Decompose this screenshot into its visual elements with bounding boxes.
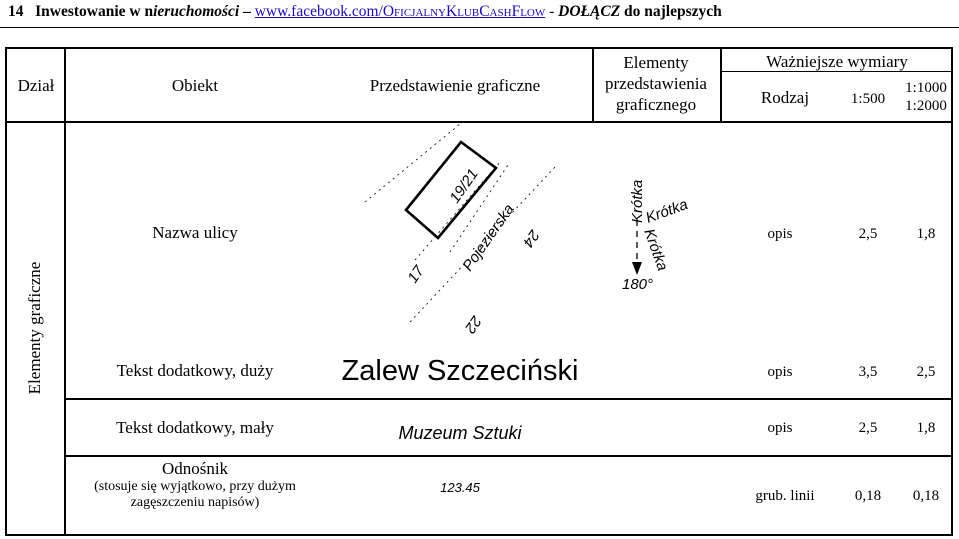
column-header-rodzaj: Rodzaj — [760, 88, 810, 107]
house-number-22: 22 — [461, 312, 485, 337]
street-name-label: Pojezierska — [459, 201, 518, 275]
row-name-nazwa-ulicy: Nazwa ulicy — [152, 223, 238, 242]
facebook-link[interactable]: www.facebook.com/OFICJALNYKLUBCASHFLOW — [254, 3, 546, 20]
grid-line — [64, 455, 953, 457]
row-rodzaj: opis — [767, 364, 793, 380]
column-header-elementy: Elementy przedstawienia graficznego — [605, 53, 707, 114]
grid-line — [64, 47, 66, 536]
house-number-17: 17 — [404, 262, 428, 287]
page-number: 14 — [8, 3, 24, 20]
row-value-1000: 1,8 — [916, 226, 936, 242]
header-separator: - — [545, 3, 559, 20]
sample-reference-number: 123.45 — [440, 480, 480, 495]
street-map-drawing — [340, 122, 600, 352]
row-value-500: 0,18 — [854, 488, 882, 504]
krotka-vertical-label: Krótka — [629, 179, 646, 223]
column-header-scale-1000: 1:1000 1:2000 — [905, 80, 947, 114]
section-label-vertical: Elementy graficzne — [25, 261, 44, 395]
sample-small-text: Muzeum Sztuki — [398, 423, 522, 443]
building-number-label: 19/21 — [446, 165, 482, 207]
row-rodzaj: grub. linii — [755, 488, 815, 504]
row-rodzaj: opis — [767, 226, 793, 242]
column-header-przedstawienie: Przedstawienie graficzne — [369, 76, 541, 95]
cta-suffix: do najlepszych — [620, 3, 722, 20]
row-value-1000: 1,8 — [916, 420, 936, 436]
street-edge-line — [365, 124, 460, 202]
title-dash: – — [243, 3, 251, 20]
page-header — [8, 3, 722, 21]
row-name-tekst-maly: Tekst dodatkowy, mały — [116, 418, 274, 437]
column-header-scale-500: 1:500 — [850, 91, 886, 107]
house-number-24: 24 — [519, 226, 543, 251]
orientation-sample-drawing — [600, 165, 720, 305]
krotka-diagonal-label: Krótka — [640, 226, 672, 274]
angle-label: 180° — [622, 276, 654, 293]
header-rule — [0, 27, 959, 28]
row-name-tekst-duzy: Tekst dodatkowy, duży — [116, 361, 274, 380]
row-name-odnosnik: Odnośnik (stosuje się wyjątkowo, przy dużym zagęszczeniu napisów) — [94, 459, 296, 510]
row-value-1000: 0,18 — [912, 488, 940, 504]
title-italic: ieruchomości — [153, 3, 240, 20]
column-header-obiekt: Obiekt — [171, 76, 219, 95]
krotka-right-label: Krótka — [643, 195, 691, 227]
row-value-500: 2,5 — [858, 226, 878, 242]
row-value-500: 2,5 — [858, 420, 878, 436]
row-value-1000: 2,5 — [916, 364, 936, 380]
grid-line — [64, 398, 953, 400]
title-prefix: Inwestowanie w n — [35, 3, 154, 20]
direction-arrow-icon — [632, 262, 642, 275]
row-value-500: 3,5 — [858, 364, 878, 380]
sample-large-text: Zalew Szczeciński — [341, 355, 579, 387]
row-rodzaj: opis — [767, 420, 793, 436]
column-header-dzial: Dział — [17, 76, 55, 95]
cta-text: DOŁĄCZ — [558, 3, 621, 20]
column-header-wymiary: Ważniejsze wymiary — [766, 52, 908, 71]
